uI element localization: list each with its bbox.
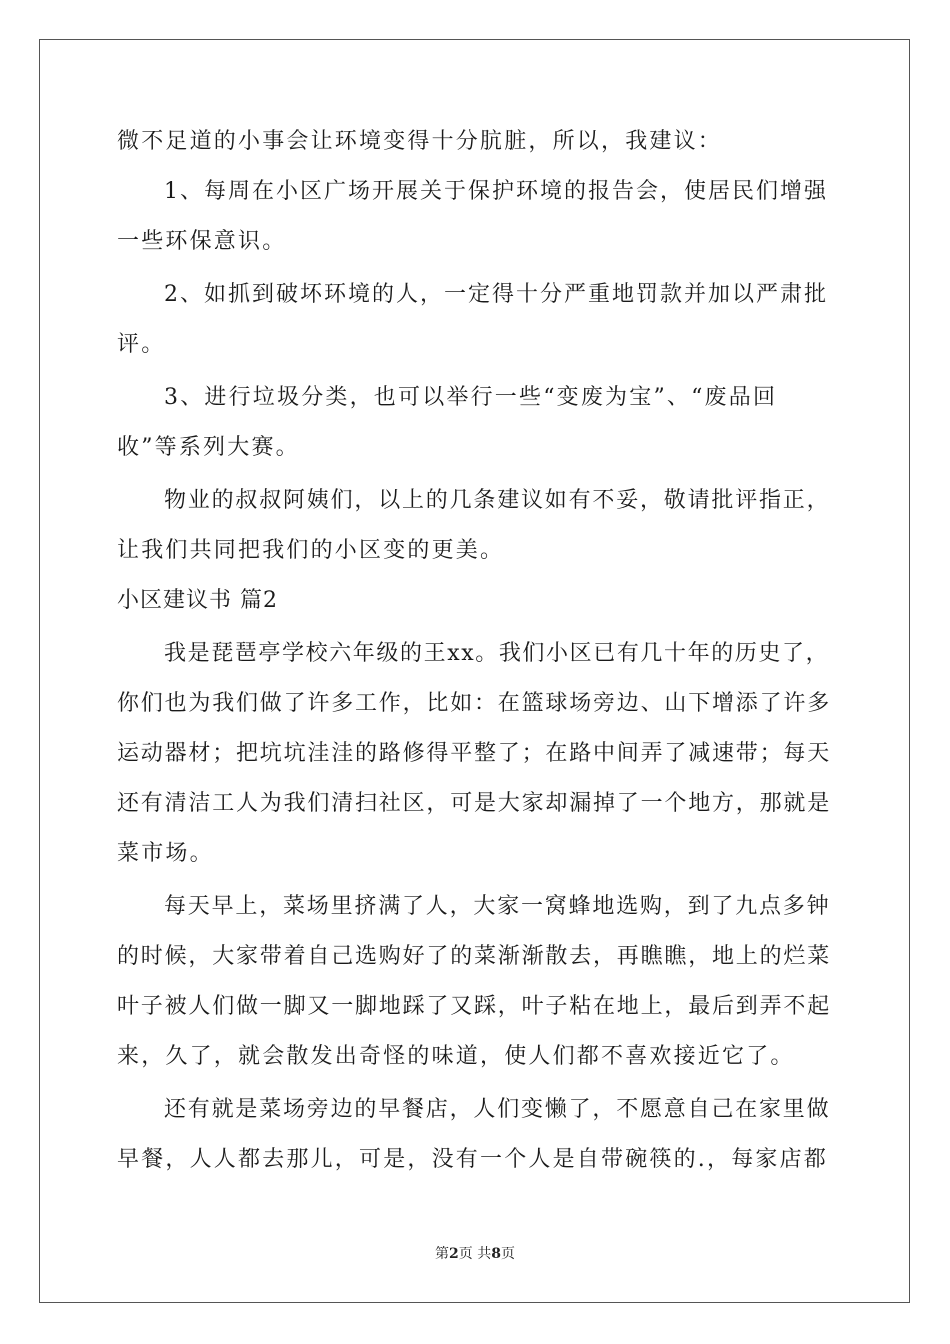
paragraph-line: 还有就是菜场旁边的早餐店，人们变懒了，不愿意自己在家里做 [164, 1097, 831, 1122]
footer-mid: 页 共 [458, 1246, 492, 1262]
list-item-1: 1、每周在小区广场开展关于保护环境的报告会，使居民们增强 [164, 179, 828, 204]
document-body [117, 128, 833, 1174]
total-page-count: 8 [491, 1246, 501, 1262]
paragraph-line: 每天早上，菜场里挤满了人，大家一窝蜂地选购，到了九点多钟 [164, 894, 831, 919]
text-line: 来，久了，就会散发出奇怪的味道，使人们都不喜欢接近它了。 [117, 1044, 795, 1069]
text-line: 一些环保意识。 [117, 229, 287, 254]
text-line: 收”等系列大赛。 [117, 435, 300, 460]
paragraph-line: 我是琵琶亭学校六年级的王xx。我们小区已有几十年的历史了， [164, 641, 830, 666]
text-line: 叶子被人们做一脚又一脚地踩了又踩，叶子粘在地上，最后到弄不起 [117, 994, 832, 1019]
text-line: 早餐，人人都去那儿，可是，没有一个人是自带碗筷的.，每家店都 [117, 1147, 828, 1172]
footer-prefix: 第 [435, 1246, 450, 1262]
current-page-number: 2 [449, 1246, 459, 1262]
page-footer [0, 1245, 950, 1263]
text-line: 还有清洁工人为我们清扫社区，可是大家却漏掉了一个地方，那就是 [117, 791, 832, 816]
text-line: 运动器材；把坑坑洼洼的路修得平整了；在路中间弄了减速带；每天 [117, 741, 832, 766]
text-line: 你们也为我们做了许多工作，比如：在篮球场旁边、山下增添了许多 [117, 691, 832, 716]
text-line: 让我们共同把我们的小区变的更美。 [117, 538, 505, 563]
footer-suffix: 页 [500, 1246, 515, 1262]
text-line: 菜市场。 [117, 841, 214, 866]
text-line: 微不足道的小事会让环境变得十分肮脏，所以，我建议： [117, 129, 723, 154]
list-item-2: 2、如抓到破坏环境的人，一定得十分严重地罚款并加以严肃批 [164, 282, 828, 307]
text-line: 的时候，大家带着自己选购好了的菜渐渐散去，再瞧瞧，地上的烂菜 [117, 944, 832, 969]
text-line: 评。 [117, 332, 166, 357]
paragraph-line: 物业的叔叔阿姨们，以上的几条建议如有不妥，敬请批评指正， [164, 488, 831, 513]
list-item-3: 3、进行垃圾分类，也可以举行一些“变废为宝”、“废品回 [164, 385, 778, 410]
section-heading: 小区建议书 篇2 [117, 588, 278, 613]
